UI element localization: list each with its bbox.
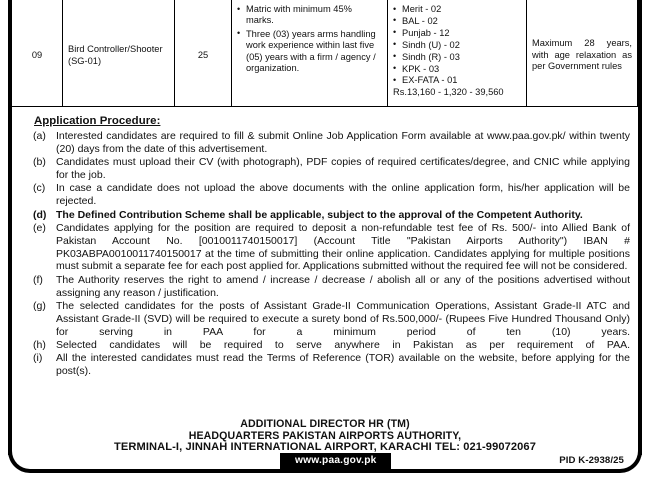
post-grade: (SG-01) xyxy=(68,55,102,66)
procedure-text: The Authority reserves the right to amend / increase / decrease / abolish all or any of the positions advertised without assigning any reason / justification. xyxy=(56,273,630,299)
pay-scale-value: Rs.13,160 - 1,320 - 39,560 xyxy=(393,87,504,98)
serial-number-value: 09 xyxy=(31,49,43,60)
procedure-text: The selected candidates for the posts of Assistant Grade-II Communication Operations, Assistant Grade-II ATC and Assistant Grade-II (SVD) will be required to execute a surety bond of Rs.500,000/- (Rupees Five Hundred Thousand Only) for serving in PAA for a minimum period of ten (10) years. xyxy=(56,299,630,338)
procedure-item-g xyxy=(29,300,630,339)
age-limit-value: Maximum 28 years, with age relaxation as per Government rules xyxy=(532,38,632,72)
table-cell-vacancies xyxy=(175,0,232,107)
list-item: • Punjab - 12 xyxy=(393,28,521,39)
vacancies-count: 25 xyxy=(197,49,209,60)
vacancy-table xyxy=(12,0,638,107)
procedure-item-e xyxy=(29,222,630,273)
procedure-marker: (g) xyxy=(33,299,46,312)
application-procedure-section xyxy=(12,107,638,379)
authority-line-address: TERMINAL-I, JINNAH INTERNATIONAL AIRPORT, KARACHI TEL: 021-99072067 xyxy=(114,441,536,454)
list-item: • Sindh (R) - 03 xyxy=(393,52,521,63)
procedure-item-i xyxy=(29,352,630,378)
pid-number: PID K-2938/25 xyxy=(559,455,624,466)
list-item: • EX-FATA - 01 xyxy=(393,75,521,86)
procedure-marker: (e) xyxy=(33,221,46,234)
post-title: Bird Controller/Shooter xyxy=(68,44,163,55)
quota-list xyxy=(393,4,521,87)
procedure-marker: (i) xyxy=(33,352,43,365)
frame-right-rule xyxy=(638,0,642,455)
procedure-item-c xyxy=(29,182,630,208)
procedure-marker: (d) xyxy=(33,208,47,221)
list-item: • Three (03) years arms handling work experience within last five (05) years with a firm / agency / organization. xyxy=(237,29,382,75)
list-item: • Matric with minimum 45% marks. xyxy=(237,4,382,27)
website-link[interactable]: www.paa.gov.pk xyxy=(280,453,391,469)
footer-bar xyxy=(12,452,638,471)
procedure-text: All the interested candidates must read the Terms of Reference (TOR) available on the website, before applying for the post(s). xyxy=(56,352,630,378)
table-cell-age-limit xyxy=(527,0,638,107)
procedure-text: Selected candidates will be required to serve anywhere in Pakistan as per requirement of PAA. xyxy=(56,339,630,351)
procedure-text: Candidates must upload their CV (with photograph), PDF copies of required certificates/degree, and CNIC while applying for the job. xyxy=(56,156,630,182)
procedure-item-a xyxy=(29,130,630,156)
qualification-list xyxy=(237,4,382,74)
procedure-item-f xyxy=(29,274,630,300)
procedure-marker: (b) xyxy=(33,156,46,169)
procedure-marker: (f) xyxy=(33,273,43,286)
issuing-authority-block xyxy=(12,419,638,454)
procedure-text: In case a candidate does not upload the above documents with the online application form, his/her application will be rejected. xyxy=(56,182,630,208)
procedure-item-h xyxy=(29,339,630,352)
list-item: • BAL - 02 xyxy=(393,16,521,27)
procedure-text: The Defined Contribution Scheme shall be applicable, subject to the approval of the Competent Authority. xyxy=(56,208,583,221)
procedure-marker: (h) xyxy=(33,339,46,351)
list-item: • Sindh (U) - 02 xyxy=(393,40,521,51)
procedure-marker: (c) xyxy=(33,182,46,195)
procedure-marker: (a) xyxy=(33,130,46,142)
table-cell-qualification xyxy=(232,0,388,107)
application-procedure-heading: Application Procedure: xyxy=(34,115,161,127)
table-cell-post xyxy=(63,0,175,107)
list-item: • KPK - 03 xyxy=(393,64,521,75)
table-cell-quota xyxy=(388,0,527,107)
table-cell-serial-number xyxy=(12,0,63,107)
authority-line-designation: ADDITIONAL DIRECTOR HR (TM) xyxy=(240,418,410,430)
authority-line-organization: HEADQUARTERS PAKISTAN AIRPORTS AUTHORITY, xyxy=(188,429,462,442)
procedure-item-b xyxy=(29,156,630,182)
procedure-text: Interested candidates are required to fill & submit Online Job Application Form available at www.paa.gov.pk/ within twenty (20) days from the date of this advertisement. xyxy=(56,130,630,155)
list-item: • Merit - 02 xyxy=(393,4,521,15)
procedure-text: Candidates applying for the position are required to deposit a non-refundable test fee of Rs. 500/- into Allied Bank of Pakistan Account No. [0010011740150017] (Account Title "Pakistan Airports Authority") IBAN # PK03ABPA0010011740150017 at the time of submitting their online application. Candidates applying for multiple positions must submit a separate fee for each post applied for. Applications submitted without the required fee will not be considered. xyxy=(56,221,630,273)
procedure-item-d xyxy=(29,209,630,222)
